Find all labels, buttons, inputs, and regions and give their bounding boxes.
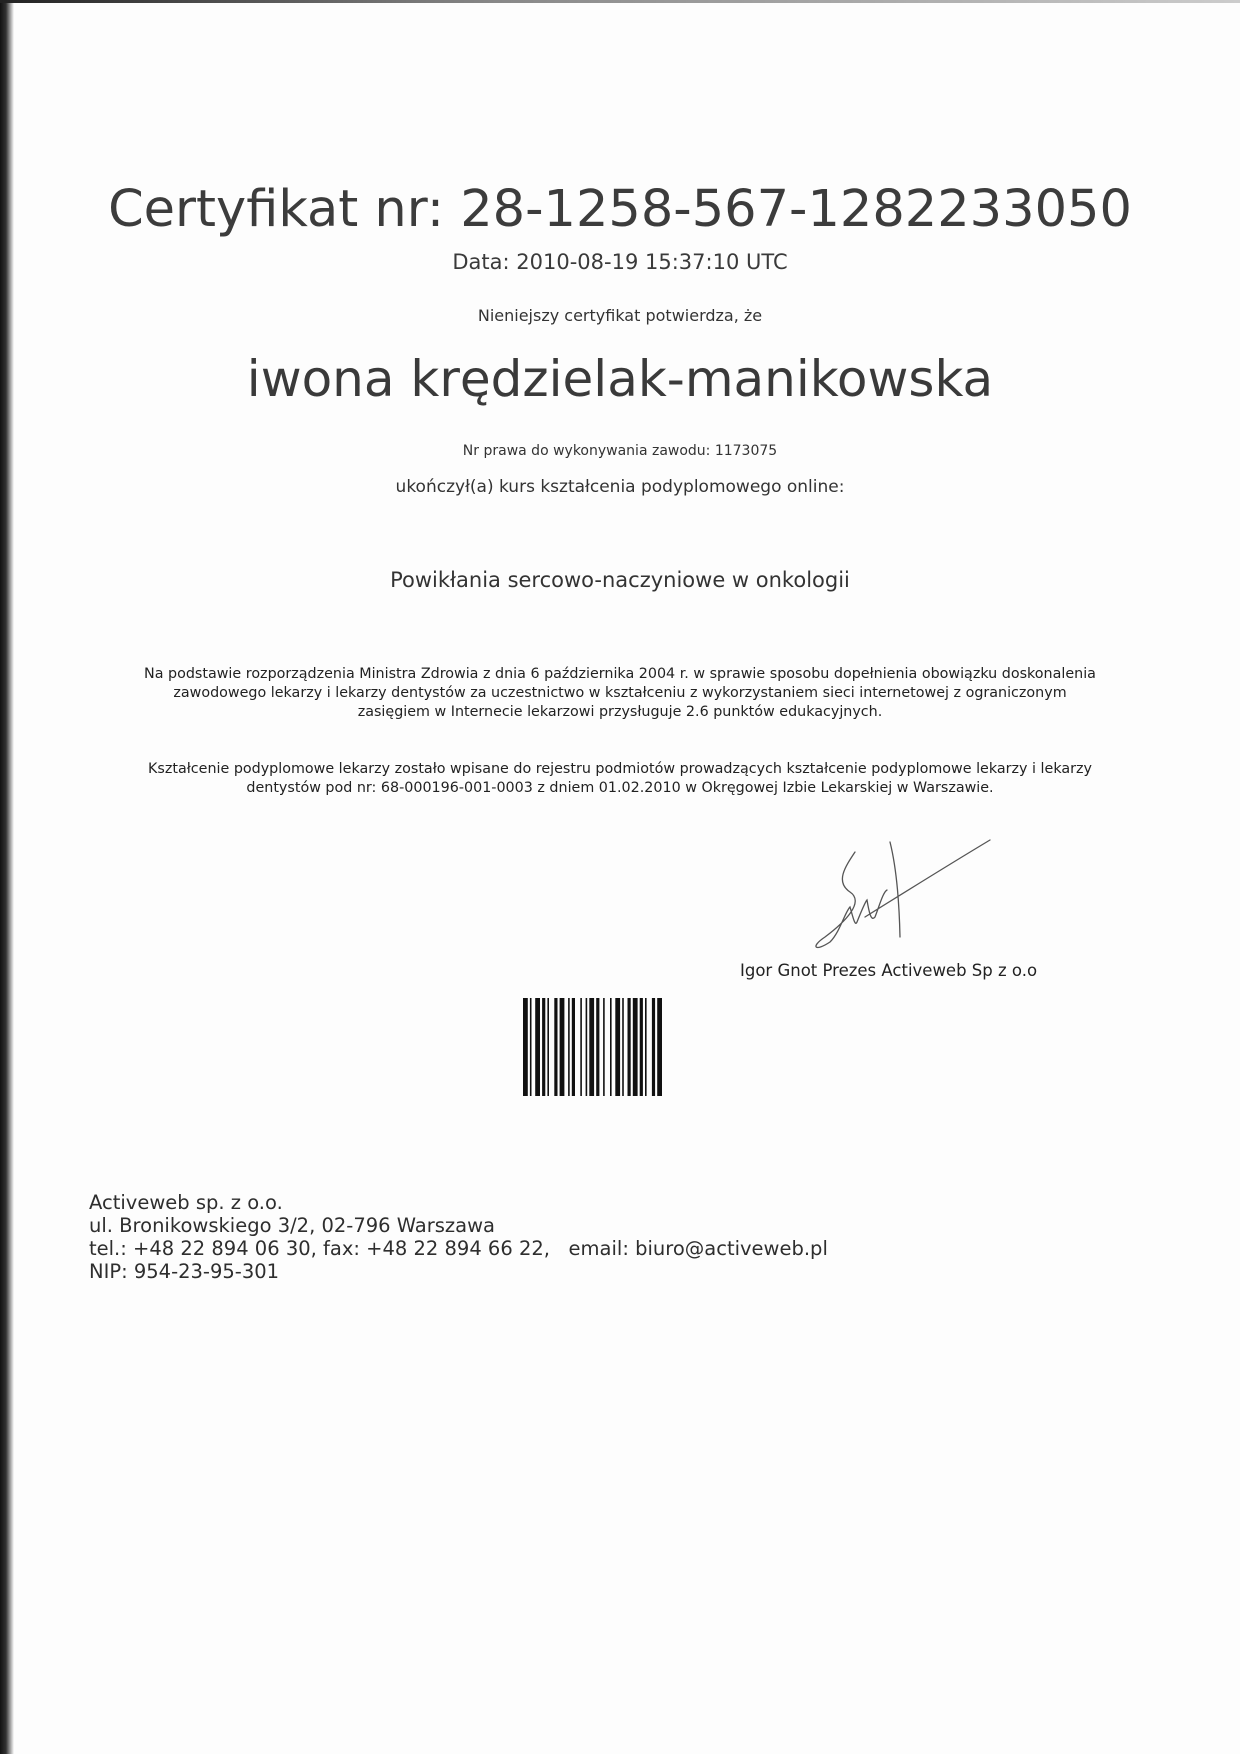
legal-line: Na podstawie rozporządzenia Ministra Zdrowia z dnia 6 października 2004 r. w sprawie sposobu dopełnienia obowiązku doskonalenia: [144, 666, 1096, 682]
company-name: Activeweb sp. z o.o.: [89, 1191, 283, 1214]
barcode-bar: [572, 998, 575, 1096]
company-footer: [89, 1191, 828, 1283]
certificate-title: Certyfikat nr: 28-1258-567-1282233050: [108, 180, 1132, 239]
barcode-bar: [560, 998, 565, 1096]
barcode-bar: [603, 998, 605, 1096]
barcode-bar: [652, 998, 655, 1096]
barcode-bar: [589, 998, 594, 1096]
barcode-bar: [547, 998, 549, 1096]
barcode-bar: [622, 998, 624, 1096]
barcode: [523, 998, 719, 1096]
course-title: Powikłania sercowo-naczyniowe w onkologii: [390, 568, 850, 592]
company-address: ul. Bronikowskiego 3/2, 02-796 Warszawa: [89, 1214, 495, 1237]
barcode-bar: [586, 998, 588, 1096]
barcode-bar: [580, 998, 582, 1096]
barcode-bar: [568, 998, 570, 1096]
barcode-bar: [628, 998, 631, 1096]
barcode-bar: [633, 998, 638, 1096]
handwritten-signature: [795, 822, 995, 962]
scan-edge-top: [0, 0, 1240, 3]
barcode-bar: [554, 998, 557, 1096]
signer-name: Igor Gnot Prezes Activeweb Sp z o.o: [740, 961, 1038, 980]
barcode-bar: [530, 998, 532, 1096]
barcode-bar: [610, 998, 612, 1096]
barcode-bar: [596, 998, 599, 1096]
barcode-bar: [523, 998, 528, 1096]
registry-paragraph: [80, 760, 1160, 798]
company-contact: tel.: +48 22 894 06 30, fax: +48 22 894 66 22, email: biuro@activeweb.pl: [89, 1237, 828, 1260]
registry-line: Kształcenie podyplomowe lekarzy zostało wpisane do rejestru podmiotów prowadzących kształcenie podyplomowe lekarzy i lekarzy: [148, 761, 1092, 777]
barcode-bar: [535, 998, 540, 1096]
completed-text: ukończył(a) kurs kształcenia podyplomowego online:: [395, 477, 845, 497]
legal-paragraph: [80, 665, 1160, 722]
barcode-bar: [657, 998, 662, 1096]
registry-line: dentystów pod nr: 68-000196-001-0003 z dniem 01.02.2010 w Okręgowej Izbie Lekarskiej w Warszawie.: [246, 780, 994, 796]
certificate-date: Data: 2010-08-19 15:37:10 UTC: [452, 250, 788, 274]
barcode-bar: [645, 998, 647, 1096]
recipient-name: iwona krędzielak-manikowska: [246, 350, 994, 408]
barcode-bar: [615, 998, 620, 1096]
barcode-bar: [542, 998, 545, 1096]
company-nip: NIP: 954-23-95-301: [89, 1260, 280, 1283]
legal-line: zawodowego lekarzy i lekarzy dentystów za uczestnictwo w kształceniu z wykorzystaniem sieci internetowej z ograniczonym: [173, 685, 1067, 701]
intro-text: Nieniejszy certyfikat potwierdza, że: [477, 306, 763, 325]
license-number: Nr prawa do wykonywania zawodu: 1173075: [462, 443, 778, 459]
barcode-bar: [640, 998, 643, 1096]
legal-line: zasięgiem w Internecie lekarzowi przysługuje 2.6 punktów edukacyjnych.: [357, 704, 883, 720]
